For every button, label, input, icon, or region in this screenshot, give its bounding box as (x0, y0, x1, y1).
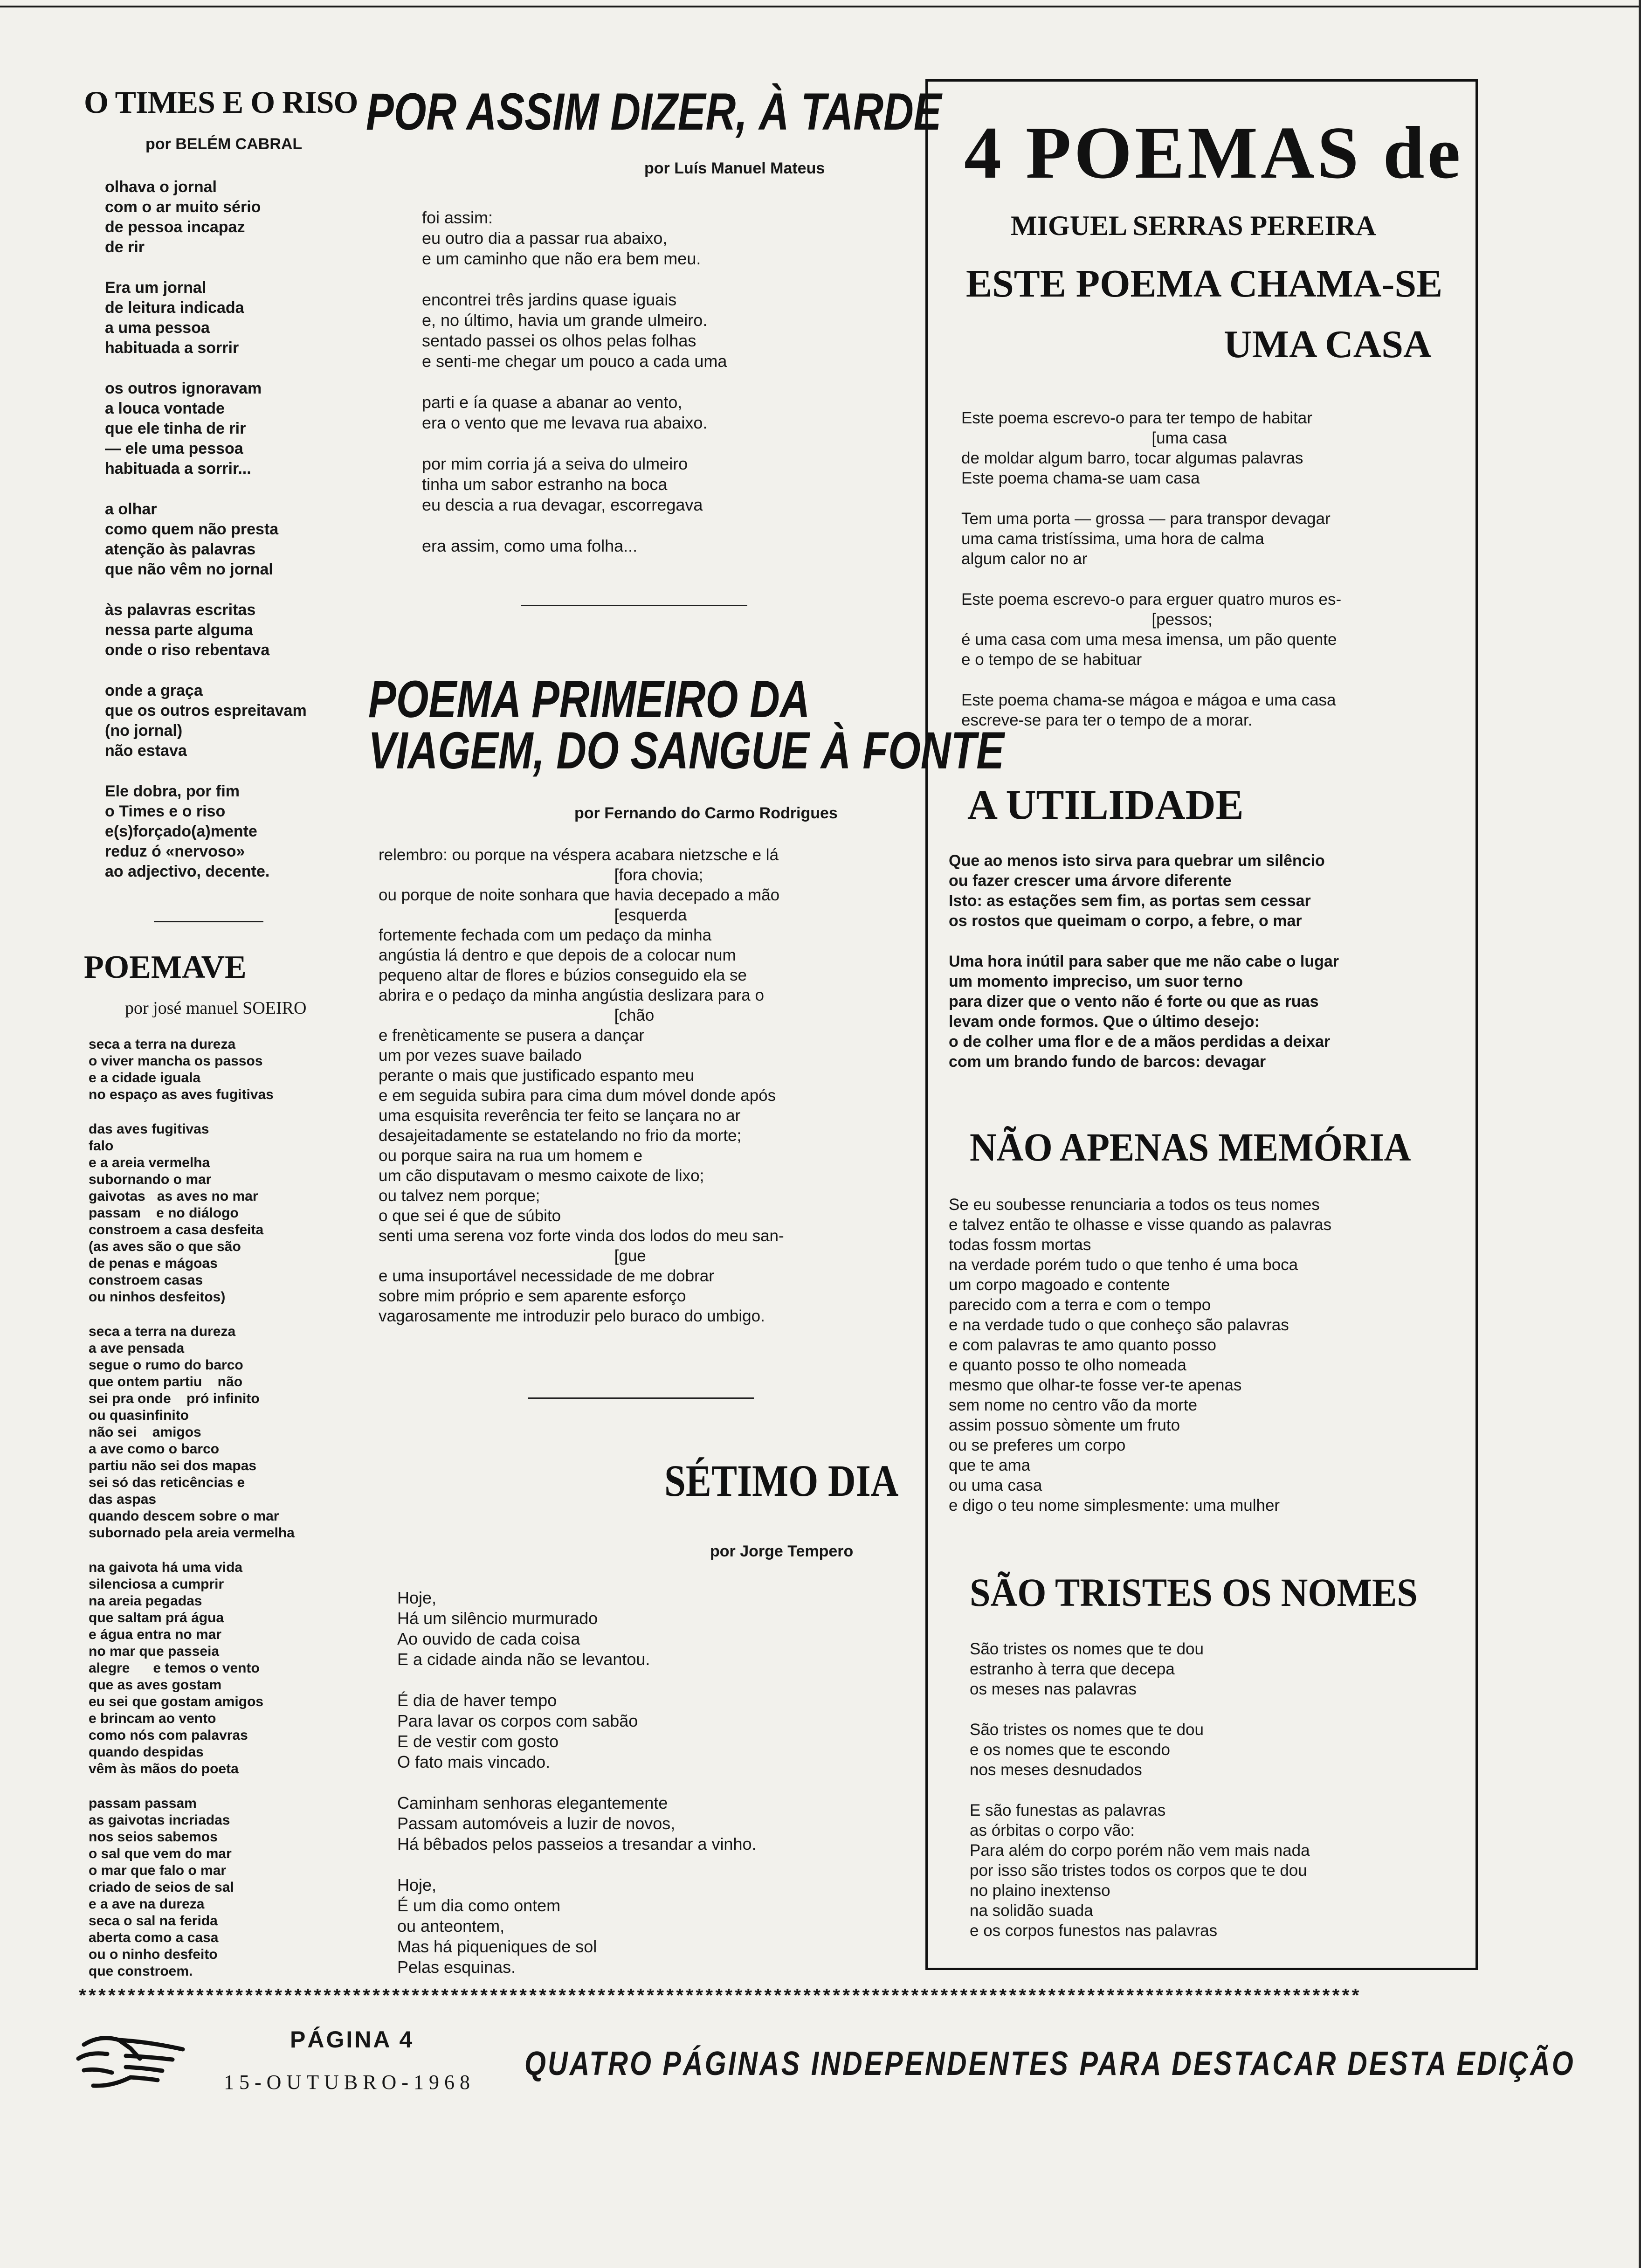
poem-setimo-dia (397, 1588, 910, 1998)
poem-title-setimo-dia: SÉTIMO DIA (664, 1456, 899, 1506)
stanza: foi assim: eu outro dia a passar rua abaixo, e um caminho que não era bem meu. (422, 208, 701, 268)
poem-sao-tristes-os-nomes (970, 1639, 1473, 1961)
stanza: São tristes os nomes que te dou e os nomes que te escondo nos meses desnudados (970, 1721, 1204, 1779)
stanza: Hoje, Há um silêncio murmurado Ao ouvido de cada coisa E a cidade ainda não se levantou. (397, 1588, 650, 1669)
stanza: seca a terra na dureza o viver mancha os passos e a cidade iguala no espaço as aves fugitivas (89, 1037, 274, 1102)
poem-a-utilidade (949, 851, 1471, 1093)
poem-este-poema (961, 408, 1467, 751)
top-border-line (0, 6, 1641, 7)
byline-jorge-tempero: por Jorge Tempero (710, 1542, 854, 1560)
poem-title-poemave: POEMAVE (84, 949, 247, 985)
section-divider (521, 605, 747, 606)
box-author-name: MIGUEL SERRAS PEREIRA (1011, 210, 1376, 241)
stanza: Este poema escrevo-o para ter tempo de habitar [uma casa de moldar algum barro, tocar algumas palavras Este poema chama-se uam casa (961, 409, 1312, 487)
stanza: Hoje, É um dia como ontem ou anteontem, Mas há piqueniques de sol Pelas esquinas. (397, 1875, 597, 1977)
stanza: era assim, como uma folha... (422, 536, 638, 555)
stanza: às palavras escritas nessa parte alguma onde o riso rebentava (105, 601, 270, 659)
stanza: São tristes os nomes que te dou estranho à terra que decepa os meses nas palavras (970, 1640, 1204, 1698)
poem-title-este-poema-line2: UMA CASA (1224, 323, 1432, 366)
byline-belem-cabral: por BELÉM CABRAL (145, 135, 303, 153)
stanza: Este poema chama-se mágoa e mágoa e uma casa escreve-se para ter o tempo de a morar. (961, 691, 1336, 729)
poem-title-nao-apenas-memoria: NÃO APENAS MEMÓRIA (970, 1125, 1411, 1169)
stanza: encontrei três jardins quase iguais e, no último, havia um grande ulmeiro. sentado passei os olhos pelas folhas e senti-me chegar um pouco a cada uma (422, 290, 727, 371)
stanza: seca a terra na dureza a ave pensada segue o rumo do barco que ontem partiu não sei pra onde pró infinito ou quasinfinito não sei amigos a ave como o barco partiu não sei dos mapas sei só das reticências e das aspas quando descem sobre o mar subornado pela areia vermelha (89, 1324, 295, 1541)
byline-fernando-do-carmo-rodrigues: por Fernando do Carmo Rodrigues (574, 804, 838, 822)
stanza: a olhar como quem não presta atenção às palavras que não vêm no jornal (105, 500, 279, 578)
right-edge-line (1639, 0, 1641, 2268)
stanza: por mim corria já a seiva do ulmeiro tinha um sabor estranho na boca eu descia a rua devagar, escorregava (422, 454, 703, 514)
poem-title-o-times-e-o-riso: O TIMES E O RISO (84, 84, 358, 120)
stanza: É dia de haver tempo Para lavar os corpos com sabão E de vestir com gosto O fato mais vincado. (397, 1691, 638, 1771)
poem-title-sao-tristes-os-nomes: SÃO TRISTES OS NOMES (970, 1570, 1418, 1615)
stanza: Que ao menos isto sirva para quebrar um silêncio ou fazer crescer uma árvore diferente Isto: as estações sem fim, as portas sem cessar os rostos que queimam o corpo, a febre, o mar (949, 852, 1325, 930)
stanza: Este poema escrevo-o para erguer quatro muros es- [pessos; é uma casa com uma mesa imensa, um pão quente e o tempo de se habituar (961, 590, 1342, 669)
stanza: os outros ignoravam a louca vontade que ele tinha de rir — ele uma pessoa habituada a sorrir... (105, 380, 262, 477)
byline-jose-manuel-soeiro: por josé manuel SOEIRO (125, 998, 307, 1018)
section-divider (528, 1397, 754, 1399)
stanza: Caminham senhoras elegantemente Passam automóveis a luzir de novos, Há bêbados pelos passeios a tresandar a vinho. (397, 1793, 757, 1853)
poem-poema-primeiro: relembro: ou porque na véspera acabara nietzsche e lá [fora chovia; ou porque de noite sonhara que havia decepado a mão [esquerda fortemente fechada com um pedaço da minha angústia lá dentro e que depois de a colocar num pequeno altar de flores e búzios conseguido ela se abrira e o pedaço da minha angústia deslizara para o [chão e frenèticamente se pusera a dançar um por vezes suave bailado perante o mais que justificado espanto meu e em seguida subira para cima dum móvel donde após uma esquisita reverência ter feito se lançara no ar desajeitadamente se estatelando no frio da morte; ou porque saira na rua um homem e um cão disputavam o mesmo caixote de lixo; ou talvez nem porque; o que sei é que de súbito senti uma serena voz forte vinda dos lodos do meu san- [gue e uma insuportável necessidade de me dobrar sobre mim próprio e sem aparente esforço vagarosamente me introduzir pelo buraco do umbigo. (379, 846, 784, 1325)
stanza: na gaivota há uma vida silenciosa a cumprir na areia pegadas que saltam prá água e água entra no mar no mar que passeia alegre e temos o vento que as aves gostam eu sei que gostam amigos e brincam ao vento como nós com palavras quando despidas vêm às mãos do poeta (89, 1560, 264, 1777)
poem-title-a-utilidade: A UTILIDADE (967, 782, 1244, 828)
stanza: E são funestas as palavras as órbitas o corpo vão: Para além do corpo porém não vem mais nada por isso são tristes todos os corpos que te dou no plaino inextenso na solidão suada e os corpos funestos nas palavras (970, 1801, 1310, 1940)
poem-title-poema-primeiro-line2: VIAGEM, DO SANGUE À FONTE (368, 721, 1004, 780)
poem-nao-apenas-memoria: Se eu soubesse renunciaria a todos os teus nomes e talvez então te olhasse e visse quando as palavras todas fossm mortas na verdade porém tudo o que tenho é uma boca um corpo magoado e contente parecido com a terra e com o tempo e na verdade tudo o que conheço são palavras e com palavras te amo quanto posso e quanto posso te olho nomeada mesmo que olhar-te fosse ver-te apenas sem nome no centro vão da morte assim possuo sòmente um fruto ou se preferes um corpo que te ama ou uma casa e digo o teu nome simplesmente: uma mulher (949, 1196, 1332, 1514)
stanza: passam passam as gaivotas incriadas nos seios sabemos o sal que vem do mar o mar que falo o mar criado de seios de sal e a ave na dureza seca o sal na ferida aberta como a casa ou o ninho desfeito que constroem. (89, 1796, 234, 1979)
issue-date: 15-OUTUBRO-1968 (224, 2071, 475, 2094)
stanza: Tem uma porta — grossa — para transpor devagar uma cama tristíssima, uma hora de calma algum calor no ar (961, 510, 1331, 568)
poem-poemave (89, 1036, 350, 1998)
poem-title-este-poema-line1: ESTE POEMA CHAMA-SE (966, 262, 1443, 305)
poem-por-assim-dizer (422, 207, 907, 577)
page-number: PÁGINA 4 (290, 2026, 414, 2053)
box-title-4-poemas: 4 POEMAS de (964, 111, 1463, 194)
poem-title-poema-primeiro-line1: POEMA PRIMEIRO DA (368, 670, 810, 728)
poem-title-por-assim-dizer: POR ASSIM DIZER, À TARDE (366, 83, 942, 141)
stanza: olhava o jornal com o ar muito sério de pessoa incapaz de rir (105, 178, 261, 256)
stanza: onde a graça que os outros espreitavam (no jornal) não estava (105, 682, 307, 760)
section-divider (154, 921, 263, 922)
byline-luis-manuel-mateus: por Luís Manuel Mateus (644, 159, 825, 177)
stanza: Era um jornal de leitura indicada a uma pessoa habituada a sorrir (105, 279, 244, 357)
poem-o-times-e-o-riso (105, 177, 347, 902)
star-divider: *********************************************************************************************************************************** (77, 1987, 1360, 2008)
footer-tagline: QUATRO PÁGINAS INDEPENDENTES PARA DESTACAR DESTA EDIÇÃO (524, 2045, 1575, 2082)
stanza: Ele dobra, por fim o Times e o riso e(s)forçado(a)mente reduz ó «nervoso» ao adjectivo, decente. (105, 782, 270, 880)
stanza: parti e ía quase a abanar ao vento, era o vento que me levava rua abaixo. (422, 393, 708, 432)
stanza: Uma hora inútil para saber que me não cabe o lugar um momento impreciso, um suor terno para dizer que o vento não é forte ou que as ruas levam onde formos. Que o último desejo: o de colher uma flor e de a mãos perdidas a deixar com um brando fundo de barcos: devagar (949, 953, 1339, 1071)
stanza: das aves fugitivas falo e a areia vermelha subornando o mar gaivotas as aves no mar passam e no diálogo constroem a casa desfeita (as aves são o que são de penas e mágoas constroem casas ou ninhos desfeitos) (89, 1121, 264, 1305)
pointing-hand-icon (75, 2026, 196, 2096)
